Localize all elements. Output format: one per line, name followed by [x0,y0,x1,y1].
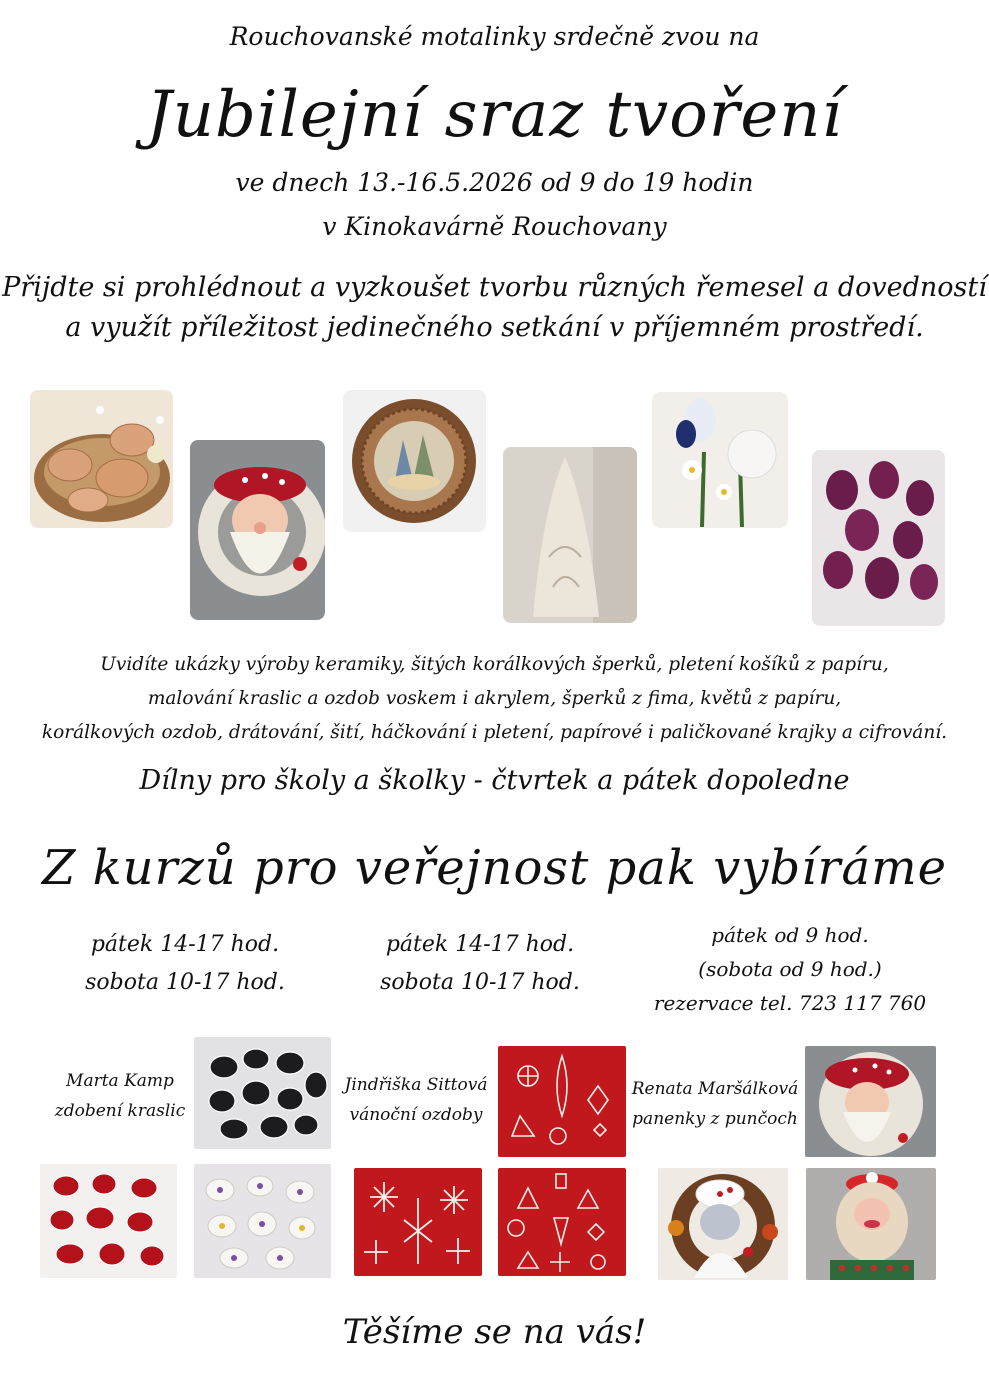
round-wicker-plate-photo [343,390,486,532]
black-eggs-photo [194,1037,331,1149]
lace-figures-photo [498,1168,626,1276]
lecturer-2-name: Jindřiška Sittová [344,1075,488,1095]
santa-doll-photo [806,1168,936,1280]
lecturer-2-topic: vánoční ozdoby [349,1105,483,1125]
description-line-1: Uvidíte ukázky výroby keramiky, šitých korálkových šperků, pletení košíků z papíru, [100,654,889,675]
description-line-3: korálkových ozdob, drátování, šití, háčkování i pletení, papírové i paličkované krajky a cifrování. [41,722,948,743]
chef-doll-wreath-photo [658,1168,788,1280]
lace-snowflakes-photo [354,1168,482,1276]
easter-eggs-basket-photo [30,390,173,528]
lace-ornaments-photo [498,1046,626,1157]
ceramic-gnome-photo [503,447,637,623]
event-place: v Kinokavárně Rouchovany [322,212,667,241]
school-workshops: Dílny pro školy a školky - čtvrtek a pátek dopoledne [139,765,850,796]
event-dates: ve dnech 13.-16.5.2026 od 9 do 19 hodin [235,168,754,197]
course-3-line-2: (sobota od 9 hod.) [698,957,882,981]
lecturer-3 [625,1074,805,1134]
lecturer-1-name: Marta Kamp [66,1071,174,1091]
paper-flowers-photo [652,392,788,528]
red-eggs-photo [40,1164,177,1278]
lecturer-1 [40,1066,200,1126]
course-2-line-1: pátek 14-17 hod. [385,932,575,957]
intro-line-2: a využít příležitost jedinečného setkání v příjemném prostředí. [65,312,924,343]
lecturer-2 [336,1070,496,1130]
invitation-line: Rouchovanské motalinky srdečně zvou na [229,22,760,51]
closing-text: Těšíme se na vás! [342,1312,647,1352]
lecturer-1-topic: zdobení kraslic [54,1101,186,1121]
white-eggs-photo [194,1164,331,1278]
gnome-wreath-photo [190,440,325,620]
course-2-schedule [355,926,605,1002]
course-1-line-1: pátek 14-17 hod. [90,932,280,957]
event-title: Jubilejní sraz tvoření [146,78,843,152]
course-3-line-3: rezervace tel. 723 117 760 [653,991,927,1015]
intro-line-1: Přijdte si prohlédnout a vyzkoušet tvorbu různých řemesel a dovedností [2,272,987,303]
lecturer-3-topic: panenky z punčoch [632,1109,798,1129]
course-2-line-2: sobota 10-17 hod. [380,970,580,995]
crafts-description [0,648,989,750]
course-1-schedule [60,926,310,1002]
course-3-line-1: pátek od 9 hod. [711,923,869,947]
intro-text [0,268,989,348]
gnome-doll-wreath-photo [805,1046,936,1157]
courses-title: Z kurzů pro veřejnost pak vybíráme [41,840,948,896]
course-1-line-2: sobota 10-17 hod. [85,970,285,995]
description-line-2: malování kraslic a ozdob voskem i akrylem, šperků z fima, květů z papíru, [147,688,842,709]
lecturer-3-name: Renata Maršálková [631,1079,799,1099]
purple-easter-eggs-photo [812,450,945,626]
course-3-schedule [640,918,940,1020]
